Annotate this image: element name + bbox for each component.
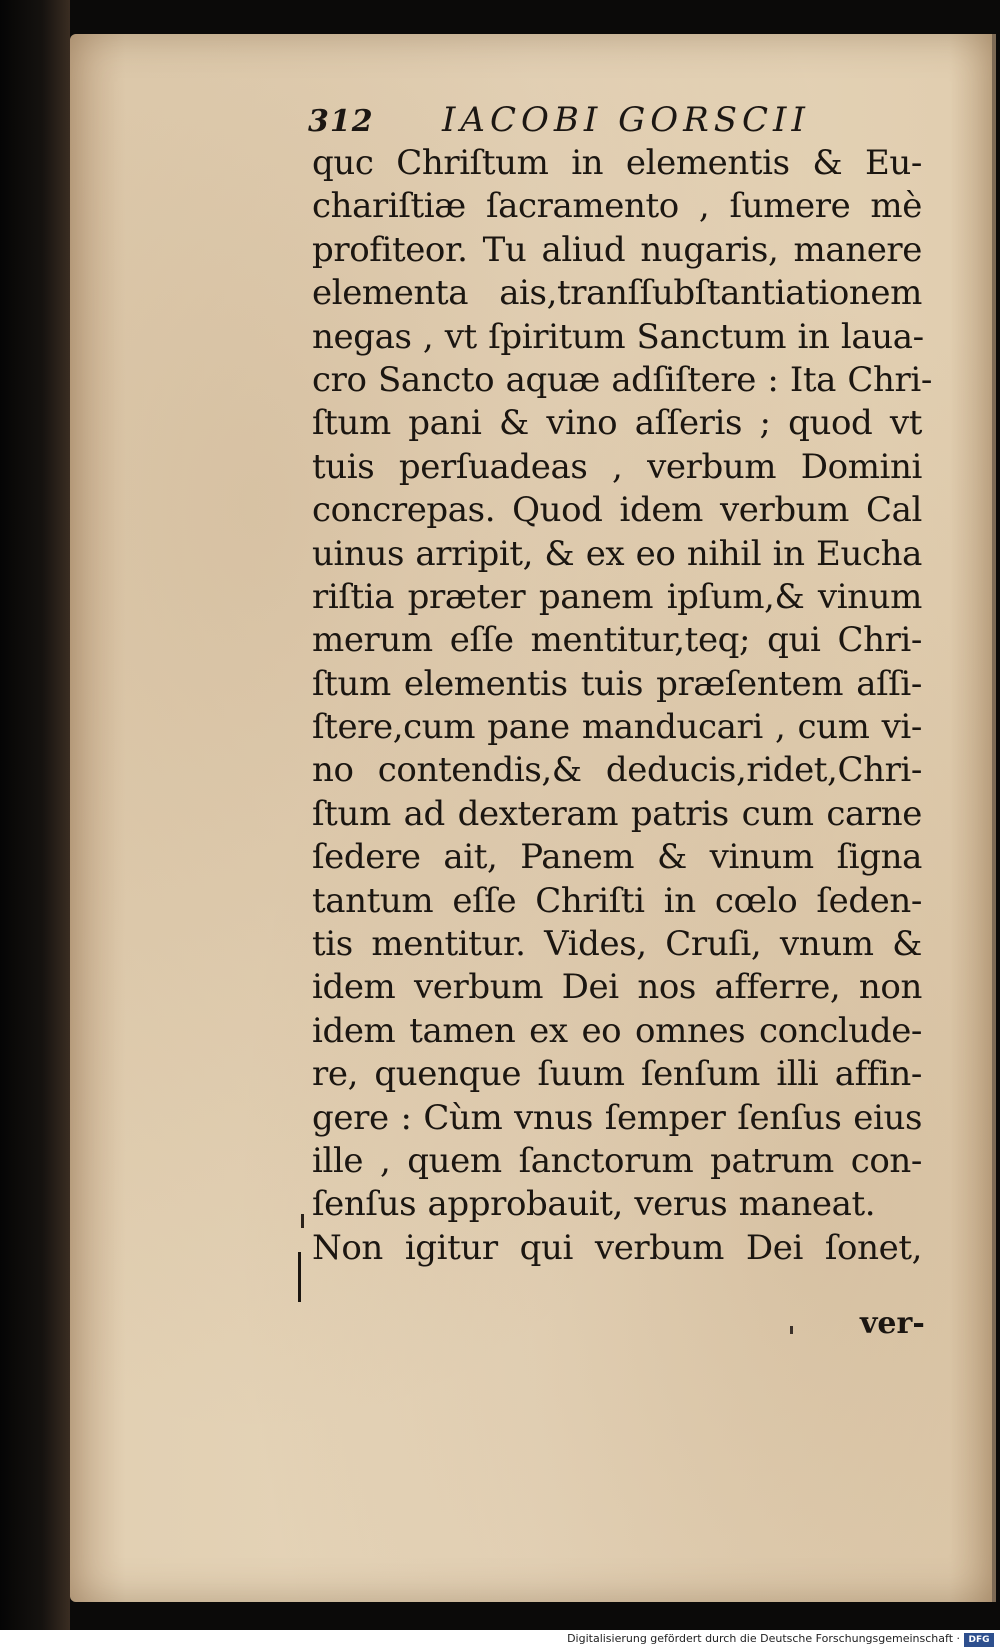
text-line: idem verbum Dei nos afferre, non [312,967,922,1008]
text-line: idem tamen ex eo omnes conclude- [312,1010,922,1051]
text-line: gere : Cùm vnus ſemper ſenſus eius [312,1097,922,1138]
text-line: ſtum elementis tuis præſentem aſſi- [312,663,922,704]
text-line: tis mentitur. Vides, Cruſi, vnum & [312,924,922,965]
running-title: IACOBI GORSCII [442,100,810,140]
footer-credit: Digitalisierung gefördert durch die Deutsche Forschungsgemeinschaft · [567,1632,960,1645]
text-line: merum eſſe mentitur,teq; qui Chri- [312,620,922,661]
text-line: Non igitur qui verbum Dei ſonet, [312,1227,922,1268]
text-line: ſtum ad dexteram patris cum carne [312,793,922,834]
marginal-mark [301,1214,304,1228]
text-line: ſedere ait, Panem & vinum ſigna [312,837,922,878]
text-line: ſenſus approbauit, verus maneat. [312,1184,876,1225]
page-header [308,100,868,144]
text-line: uinus arripit, & ex eo nihil in Eucha [312,533,922,574]
text-line: elementa ais,tranſſubſtantiationem [312,273,922,314]
text-line: tantum eſſe Chriſti in cœlo ſeden- [312,880,922,921]
text-line: concrepas. Quod idem verbum Cal [312,490,922,531]
page-number: 312 [308,104,374,139]
text-line: no contendis,& deducis,ridet,Chri- [312,750,922,791]
text-line: cro Sancto aquæ adſiſtere : Ita Chri- [312,359,932,400]
page-edge [992,34,996,1602]
text-line: ille , quem ſanctorum patrum con- [312,1140,922,1181]
catchword: ver- [860,1306,925,1341]
text-line: chariſtiæ ſacramento , ſumere mè [312,186,922,227]
text-line: re, quenque ſuum ſenſum illi affin- [312,1054,922,1095]
ink-speck [790,1326,793,1334]
text-line: profiteor. Tu aliud nugaris, manere [312,229,922,270]
marginal-bracket [298,1252,301,1302]
text-line: quc Chriſtum in elementis & Eu- [312,143,922,183]
text-line: ſtum pani & vino aſſeris ; quod vt [312,403,922,444]
text-line: ſtere,cum pane manducari , cum vi- [312,707,922,748]
digitization-footer [0,1630,1000,1652]
body-text [312,142,932,1270]
text-line: riſtia præter panem ipſum,& vinum [312,576,922,617]
book-spine-shadow [0,0,70,1652]
text-line: negas , vt ſpiritum Sanctum in laua- [312,316,924,357]
dfg-logo: DFG [964,1633,994,1647]
text-line: tuis perſuadeas , verbum Domini [312,446,922,487]
